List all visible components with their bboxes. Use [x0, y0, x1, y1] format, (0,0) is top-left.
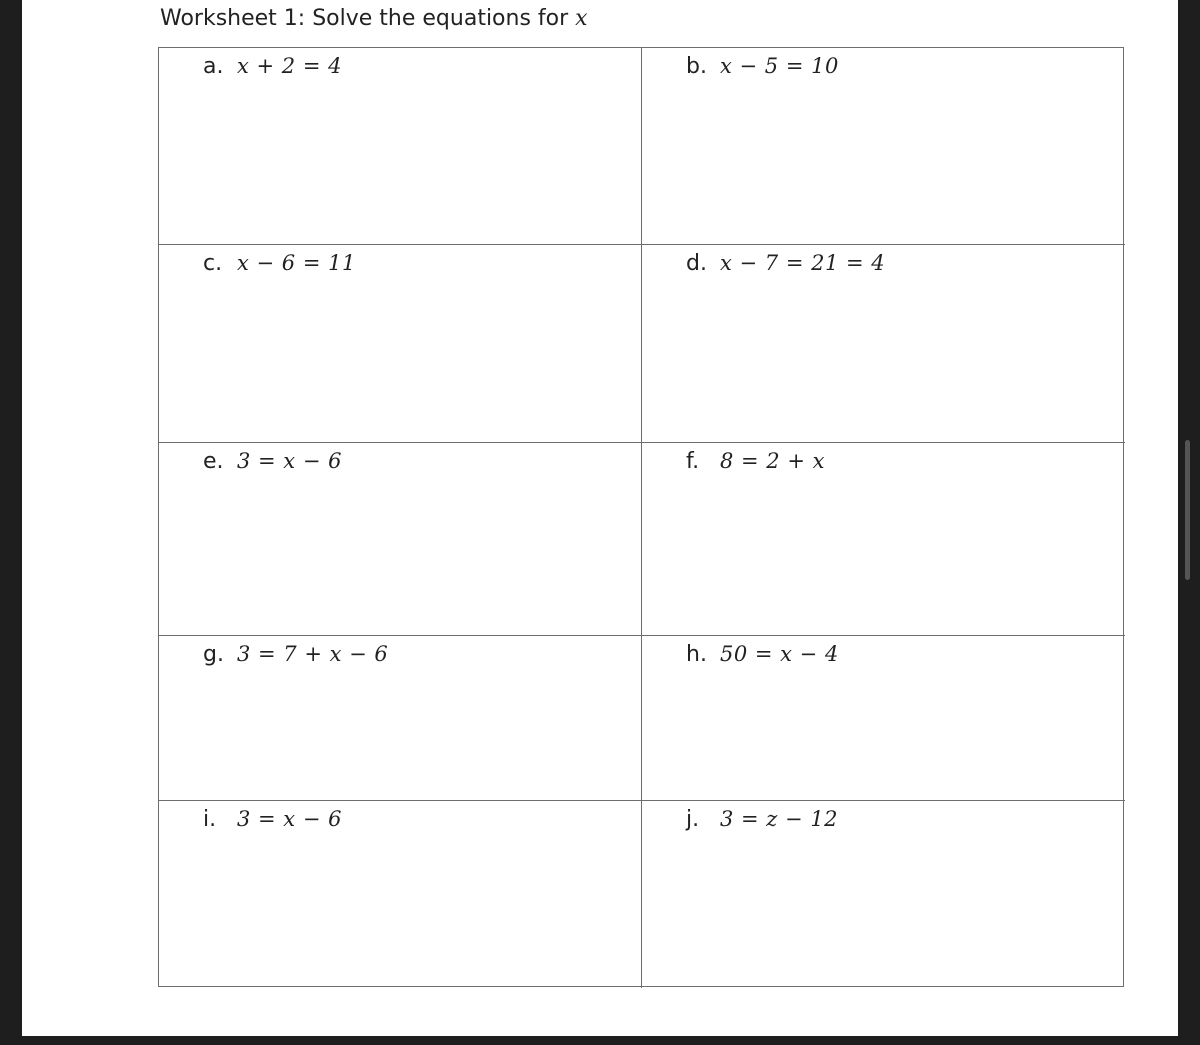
worksheet-title — [160, 6, 588, 31]
problem-label: j. — [686, 807, 700, 832]
problem-equation: 8 = 2 + x — [720, 449, 825, 473]
problem-cell-i — [159, 801, 642, 988]
problem-grid — [158, 47, 1124, 987]
problem-cell-f — [642, 443, 1125, 636]
problem-label: i. — [203, 807, 217, 832]
vertical-scrollbar[interactable] — [1185, 440, 1190, 580]
worksheet-page — [22, 0, 1178, 1036]
problem-equation: x − 5 = 10 — [720, 54, 839, 78]
problem-d — [686, 251, 885, 276]
problem-f — [686, 449, 825, 474]
problem-equation: 50 = x − 4 — [720, 642, 839, 666]
problem-i — [203, 807, 342, 832]
problem-label: g. — [203, 642, 224, 667]
problem-label: a. — [203, 54, 224, 79]
problem-a — [203, 54, 342, 79]
problem-cell-c — [159, 245, 642, 443]
problem-equation: 3 = x − 6 — [237, 807, 342, 831]
problem-equation: x + 2 = 4 — [237, 54, 342, 78]
problem-label: f. — [686, 449, 700, 474]
problem-cell-d — [642, 245, 1125, 443]
problem-j — [686, 807, 838, 832]
problem-cell-j — [642, 801, 1125, 988]
problem-e — [203, 449, 342, 474]
problem-h — [686, 642, 839, 667]
problem-cell-h — [642, 636, 1125, 801]
problem-c — [203, 251, 356, 276]
problem-cell-g — [159, 636, 642, 801]
problem-equation: x − 7 = 21 = 4 — [720, 251, 886, 275]
problem-cell-e — [159, 443, 642, 636]
problem-label: e. — [203, 449, 224, 474]
problem-equation: 3 = x − 6 — [237, 449, 342, 473]
problem-label: d. — [686, 251, 707, 276]
problem-equation: 3 = 7 + x − 6 — [237, 642, 389, 666]
title-text: Worksheet 1: Solve the equations for — [160, 6, 569, 31]
problem-label: b. — [686, 54, 707, 79]
problem-label: h. — [686, 642, 707, 667]
problem-b — [686, 54, 839, 79]
problem-g — [203, 642, 388, 667]
problem-cell-a — [159, 48, 642, 245]
problem-equation: x − 6 = 11 — [237, 251, 356, 275]
problem-cell-b — [642, 48, 1125, 245]
problem-equation: 3 = z − 12 — [720, 807, 839, 831]
title-variable: x — [575, 6, 588, 31]
problem-label: c. — [203, 251, 223, 276]
